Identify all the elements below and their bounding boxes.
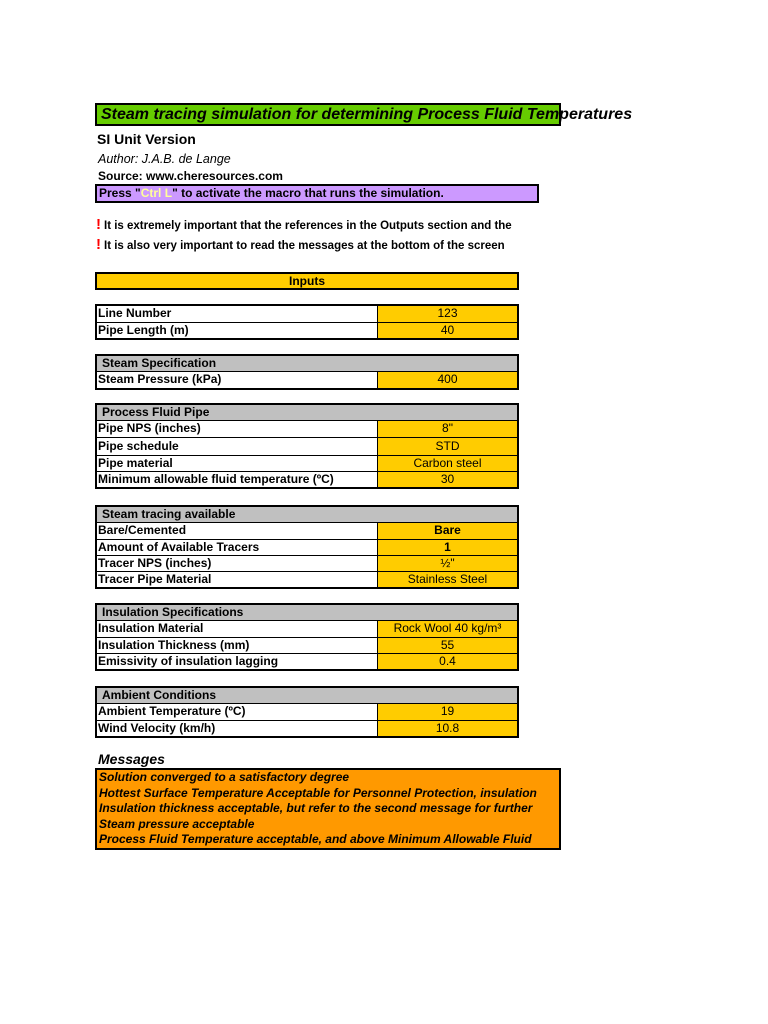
input-row	[97, 621, 517, 637]
source-label: Source: www.cheresources.com	[98, 169, 283, 183]
input-row	[97, 455, 517, 471]
tracer-nps-select[interactable]: ½"	[378, 556, 517, 571]
tracing-heading: Steam tracing available	[97, 507, 517, 523]
macro-shortcut-key: Ctrl L	[140, 186, 173, 200]
ambient-heading: Ambient Conditions	[97, 688, 517, 704]
warning-text: It is extremely important that the references in the Outputs section and the	[104, 220, 512, 232]
insulation-heading: Insulation Specifications	[97, 605, 517, 621]
insulation-thickness-label: Insulation Thickness (mm)	[97, 638, 378, 653]
input-row	[97, 437, 517, 455]
process-pipe-heading: Process Fluid Pipe	[97, 405, 517, 421]
bare-cemented-select[interactable]: Bare	[378, 523, 517, 539]
warning-line	[96, 216, 561, 233]
steam-spec-heading: Steam Specification	[97, 356, 517, 372]
message-line: Steam pressure acceptable	[99, 816, 255, 831]
message-line: Solution converged to a satisfactory degree	[99, 770, 350, 784]
line-number-input[interactable]: 123	[378, 306, 517, 322]
input-row	[97, 539, 517, 555]
input-row	[97, 322, 517, 338]
pipe-material-select[interactable]: Carbon steel	[378, 456, 517, 471]
warning-text: It is also very important to read the messages at the bottom of the screen	[104, 240, 505, 252]
pipe-schedule-select[interactable]: STD	[378, 438, 517, 455]
messages-box	[95, 768, 561, 850]
unit-version-label: SI Unit Version	[97, 131, 196, 147]
sheet-title: Steam tracing simulation for determining Process Fluid Temperatures	[95, 103, 561, 126]
line-number-label: Line Number	[97, 306, 378, 322]
pipe-material-label: Pipe material	[97, 456, 378, 471]
input-row	[97, 653, 517, 669]
message-line: Process Fluid Temperature acceptable, and above Minimum Allowable Fluid	[99, 832, 532, 847]
general-inputs-block	[95, 304, 519, 340]
wind-velocity-label: Wind Velocity (km/h)	[97, 721, 378, 736]
ambient-block	[95, 686, 519, 738]
input-row	[97, 372, 517, 388]
message-line: Hottest Surface Temperature Acceptable for Personnel Protection, insulation	[99, 785, 537, 800]
input-row	[97, 571, 517, 587]
tracer-nps-label: Tracer NPS (inches)	[97, 556, 378, 571]
warning-icon: !	[96, 216, 101, 233]
steam-pressure-label: Steam Pressure (kPa)	[97, 372, 378, 388]
pipe-length-label: Pipe Length (m)	[97, 323, 378, 338]
steam-spec-block	[95, 354, 519, 390]
wind-velocity-input[interactable]: 10.8	[378, 721, 517, 736]
bare-cemented-label: Bare/Cemented	[97, 523, 378, 539]
tracer-count-input[interactable]: 1	[378, 540, 517, 555]
pipe-nps-select[interactable]: 8"	[378, 421, 517, 437]
emissivity-input[interactable]: 0.4	[378, 654, 517, 669]
inputs-header: Inputs	[95, 272, 519, 290]
input-row	[97, 306, 517, 322]
author-label: Author: J.A.B. de Lange	[98, 152, 231, 166]
macro-instruction	[95, 184, 539, 203]
message-line: Insulation thickness acceptable, but refer to the second message for further	[99, 801, 533, 816]
ambient-temp-input[interactable]: 19	[378, 704, 517, 720]
input-row	[97, 421, 517, 437]
insulation-material-label: Insulation Material	[97, 621, 378, 637]
tracer-material-label: Tracer Pipe Material	[97, 572, 378, 587]
pipe-nps-label: Pipe NPS (inches)	[97, 421, 378, 437]
macro-instruction-prefix: Press "	[99, 186, 141, 200]
emissivity-label: Emissivity of insulation lagging	[97, 654, 378, 669]
tracer-count-label: Amount of Available Tracers	[97, 540, 378, 555]
warning-line	[96, 236, 561, 253]
tracing-block	[95, 505, 519, 589]
messages-title: Messages	[98, 751, 165, 767]
steam-pressure-input[interactable]: 400	[378, 372, 517, 388]
process-pipe-block	[95, 403, 519, 489]
min-fluid-temp-input[interactable]: 30	[378, 472, 517, 487]
pipe-length-input[interactable]: 40	[378, 323, 517, 338]
input-row	[97, 704, 517, 720]
input-row	[97, 720, 517, 736]
input-row	[97, 637, 517, 653]
min-fluid-temp-label: Minimum allowable fluid temperature (ºC)	[97, 472, 378, 487]
pipe-schedule-label: Pipe schedule	[97, 438, 378, 455]
ambient-temp-label: Ambient Temperature (ºC)	[97, 704, 378, 720]
tracer-material-select[interactable]: Stainless Steel	[378, 572, 517, 587]
input-row	[97, 555, 517, 571]
input-row	[97, 523, 517, 539]
insulation-material-select[interactable]: Rock Wool 40 kg/m³	[378, 621, 517, 637]
input-row	[97, 471, 517, 487]
warning-icon: !	[96, 236, 101, 253]
insulation-thickness-input[interactable]: 55	[378, 638, 517, 653]
insulation-block	[95, 603, 519, 671]
macro-instruction-suffix: " to activate the macro that runs the simulation.	[172, 186, 444, 200]
